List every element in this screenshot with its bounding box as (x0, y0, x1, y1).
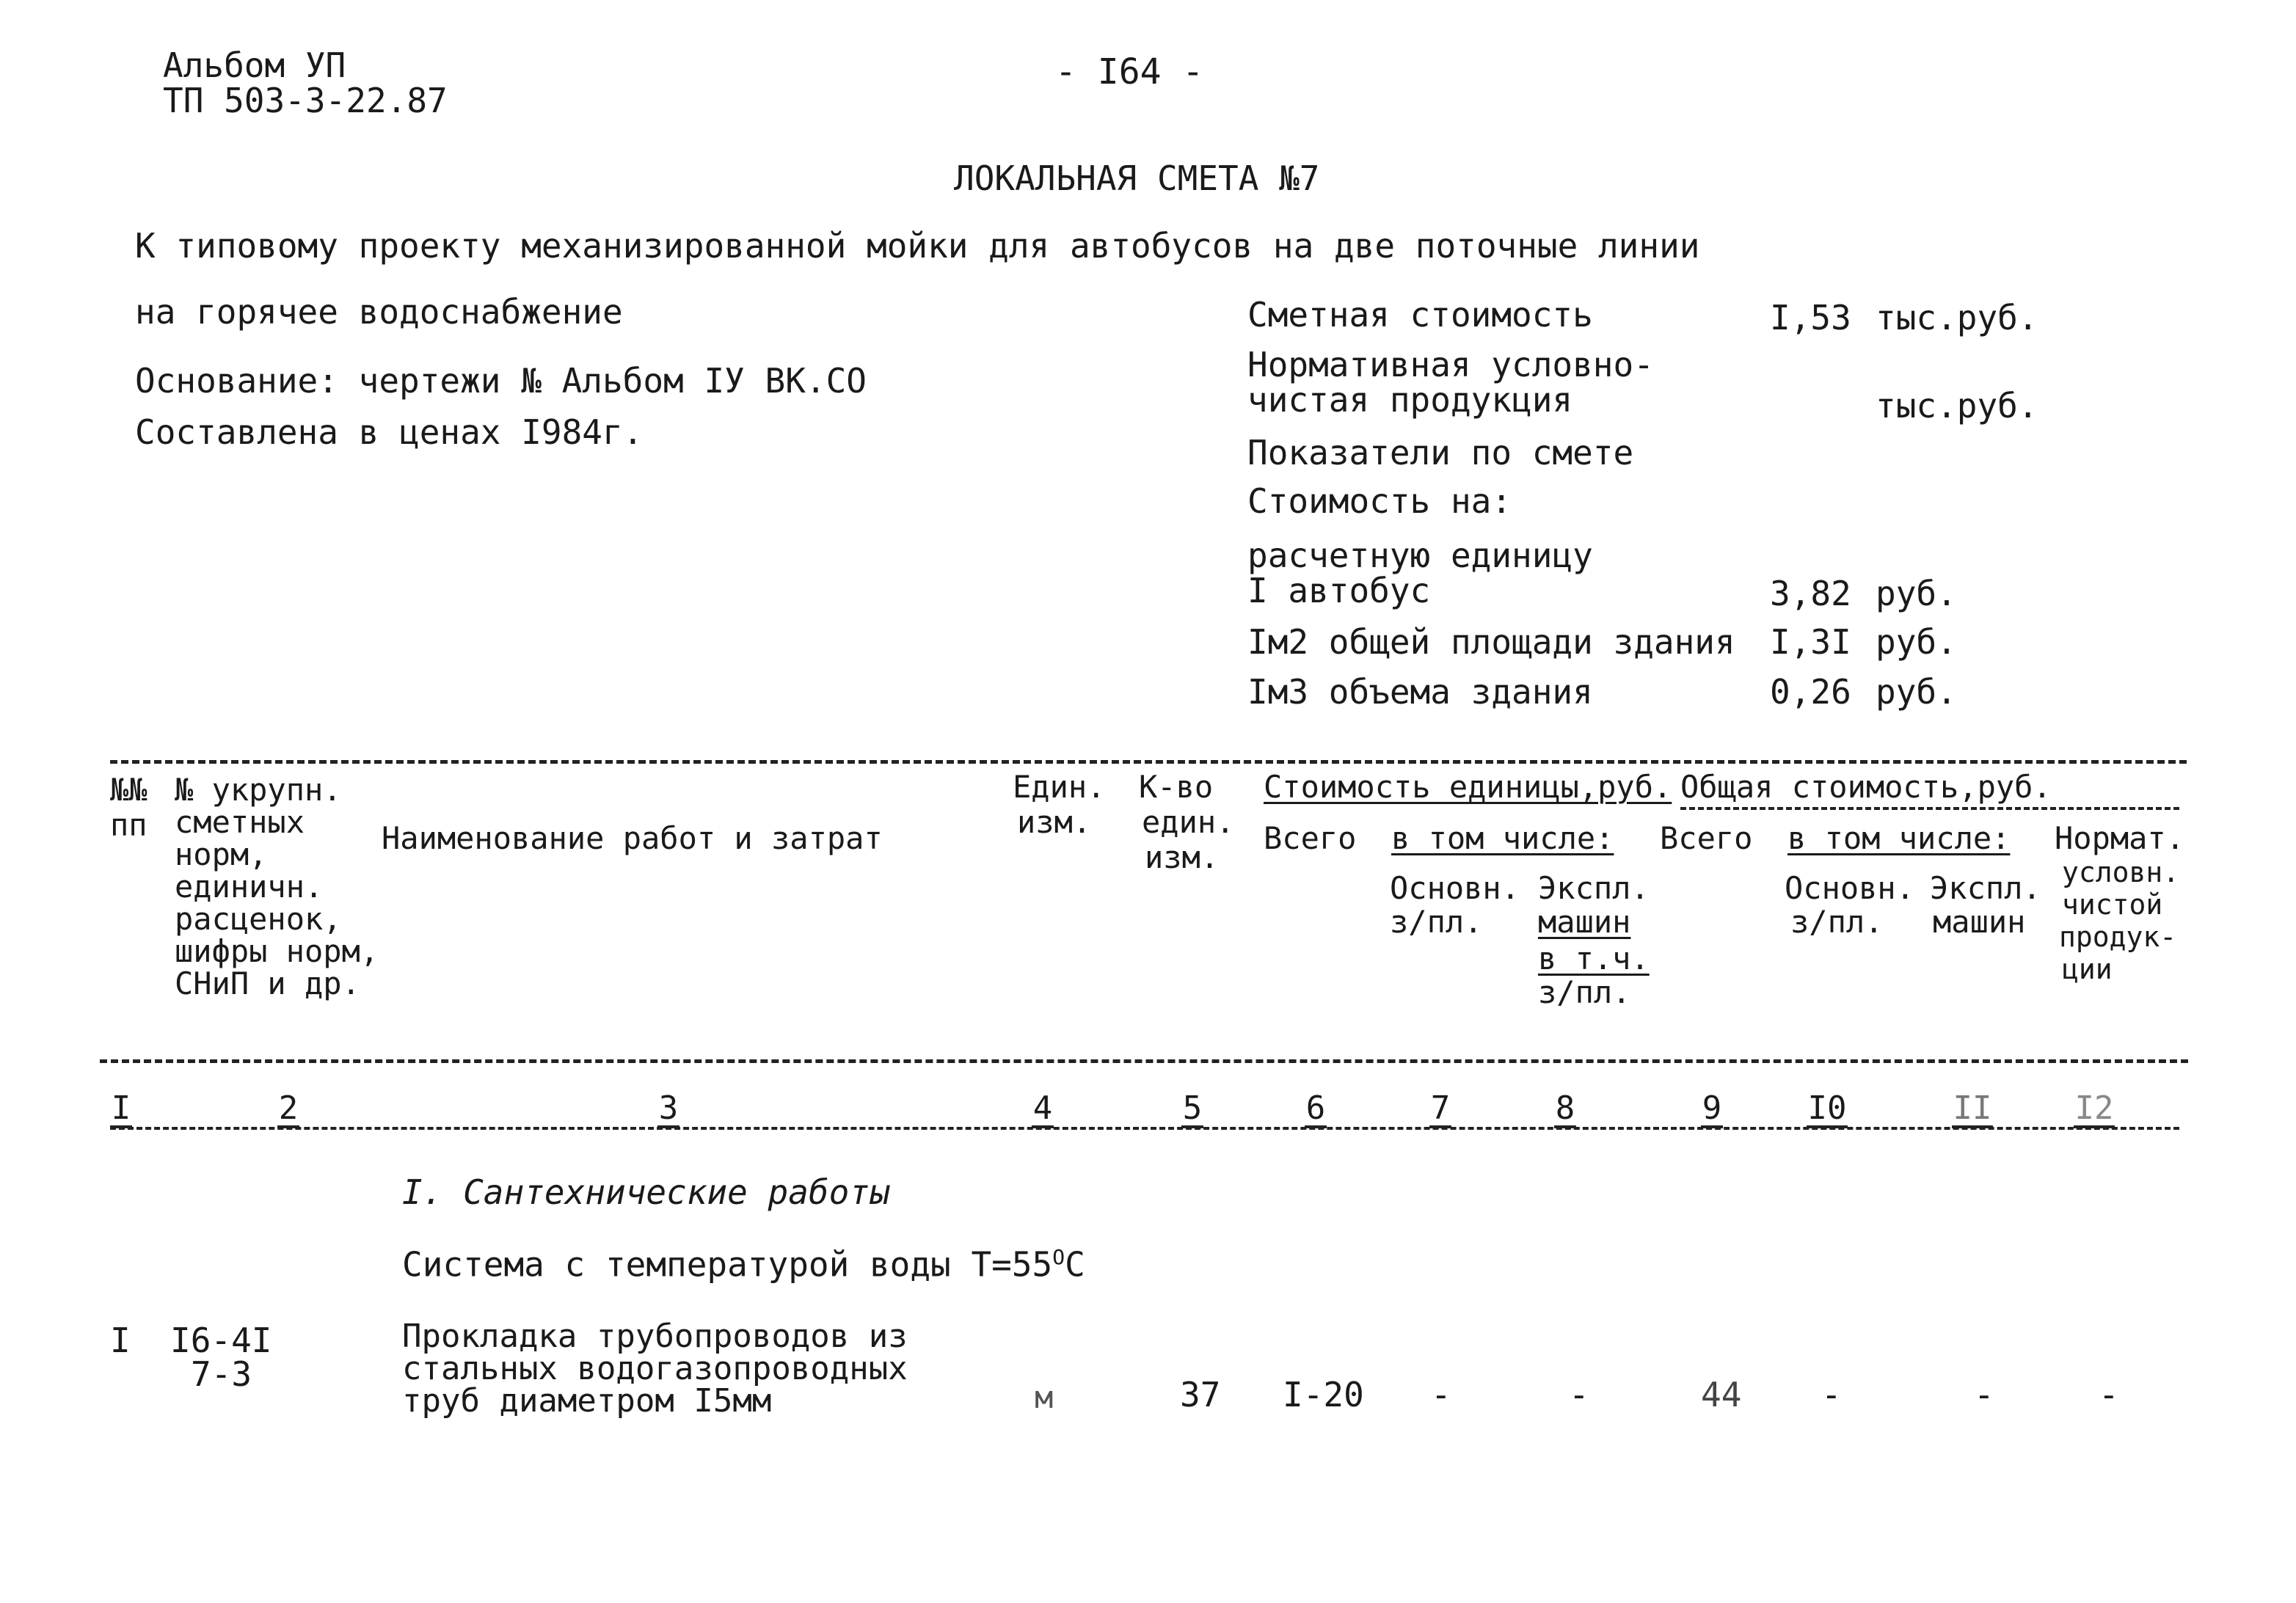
column-number: I (110, 1092, 132, 1128)
estimated-cost-label: Сметная стоимость (1247, 295, 1593, 335)
col4-header-line1: Един. (1013, 769, 1106, 805)
section-title: I. Сантехнические работы (402, 1172, 890, 1212)
basis-line: Основание: чертежи № Альбом IУ ВК.СО (135, 361, 867, 401)
column-number: 7 (1429, 1092, 1451, 1128)
row-code-line2: 7-3 (191, 1354, 252, 1394)
per-bus-label: I автобус (1247, 571, 1431, 610)
row-unit: м (1035, 1379, 1054, 1415)
normative-label-1: Нормативная условно- (1247, 345, 1654, 384)
per-bus-unit: руб. (1876, 574, 1957, 613)
system-label-text: Система с температурой воды Т=55 (402, 1244, 1053, 1285)
calc-unit-label: расчетную единицу (1247, 536, 1593, 575)
col5-header-line2: един. (1142, 804, 1235, 840)
per-m3-label: Iм3 объема здания (1247, 672, 1593, 712)
estimated-cost-unit: тыс.руб. (1876, 298, 2038, 337)
unit-incl-header: в том числе: (1391, 820, 1614, 856)
estimated-cost-value: I,53 (1770, 298, 1851, 337)
album-label: Альбом УП (163, 45, 346, 85)
total-cost-group-underline (1680, 807, 2179, 810)
row-unit-machines: - (1569, 1375, 1589, 1414)
indicators-label: Показатели по смете (1247, 433, 1634, 472)
unit-cost-group-header: Стоимость единицы,руб. (1264, 769, 1672, 805)
system-label (402, 1244, 1085, 1285)
subtitle-line-1: К типовому проекту механизированной мойки для автобусов на две поточные линии (135, 226, 1700, 266)
col2-header-line2: сметных (175, 804, 305, 840)
col2-header-line6: шифры норм, (175, 933, 379, 969)
col5-header-line1: К-во (1139, 769, 1214, 805)
row-name-line1: Прокладка трубопроводов из (402, 1318, 908, 1355)
normative-header-line2: условн. (2062, 856, 2180, 888)
col2-header-line5: расценок, (175, 901, 342, 937)
col1-header-line1: №№ (110, 772, 147, 808)
total-machines-header-line1: Экспл. (1930, 870, 2041, 906)
per-m2-value: I,3I (1770, 622, 1851, 662)
normative-unit: тыс.руб. (1876, 386, 2038, 426)
normative-header-line1: Нормат. (2055, 820, 2185, 856)
page-number: - I64 - (1055, 51, 1204, 92)
cost-for-label: Стоимость на: (1247, 481, 1512, 521)
row-quantity: 37 (1180, 1375, 1221, 1414)
total-incl-header: в том числе: (1787, 820, 2011, 856)
document-title: ЛОКАЛЬНАЯ СМЕТА №7 (954, 158, 1320, 198)
column-number: II (1952, 1092, 1993, 1128)
project-code: ТП 503-3-22.87 (163, 81, 448, 120)
prices-line: Составлена в ценах I984г. (135, 412, 644, 452)
row-normative: - (2099, 1375, 2119, 1414)
unit-machines-header-line1: Экспл. (1538, 870, 1650, 906)
col3-header: Наименование работ и затрат (382, 820, 883, 856)
row-name-line2: стальных водогазопроводных (402, 1350, 908, 1387)
unit-wage-header-line1: Основн. (1390, 870, 1520, 906)
per-m3-value: 0,26 (1770, 672, 1851, 712)
column-number: 8 (1554, 1092, 1576, 1128)
per-m3-unit: руб. (1876, 672, 1957, 712)
column-number: 3 (657, 1092, 679, 1128)
per-m2-label: Iм2 общей площади здания (1247, 622, 1735, 662)
total-wage-header-line1: Основн. (1785, 870, 1915, 906)
unit-wage-header-line2: з/пл. (1390, 904, 1483, 940)
col1-header-line2: пп (110, 807, 147, 843)
row-code-line1: I6-4I (170, 1321, 272, 1360)
row-number: I (110, 1321, 131, 1360)
col2-header-line7: СНиП и др. (175, 965, 360, 1001)
subtitle-line-2: на горячее водоснабжение (135, 292, 623, 332)
col2-header-line3: норм, (175, 836, 268, 872)
row-name-line3: труб диаметром I5мм (402, 1382, 772, 1420)
total-total-header: Всего (1660, 820, 1753, 856)
table-top-rule (110, 760, 2187, 764)
column-number: 4 (1032, 1092, 1054, 1128)
col2-header-line4: единичн. (175, 869, 324, 905)
normative-label-2: чистая продукция (1247, 380, 1573, 420)
total-machines-header-line2: машин (1933, 904, 2026, 940)
normative-header-line3: чистой (2062, 888, 2163, 921)
column-numbers-rule (110, 1127, 2179, 1130)
col4-header-line2: изм. (1017, 804, 1092, 840)
column-number: 9 (1701, 1092, 1723, 1128)
column-number: 2 (277, 1092, 299, 1128)
degree-sign: О (1052, 1245, 1065, 1269)
normative-header-line5: ции (2062, 953, 2113, 985)
row-unit-total: I-20 (1283, 1375, 1364, 1414)
system-label-suffix: С (1065, 1244, 1085, 1285)
unit-machines-header-line2: машин (1538, 904, 1631, 940)
column-number: 6 (1305, 1092, 1327, 1128)
column-number: I0 (1807, 1092, 1848, 1128)
col2-header-line1: № укрупн. (175, 772, 342, 808)
unit-machines-header-line3: в т.ч. (1538, 941, 1650, 976)
column-number: 5 (1181, 1092, 1203, 1128)
row-unit-wage: - (1431, 1375, 1451, 1414)
row-total-machines: - (1974, 1375, 1994, 1414)
row-total-wage: - (1821, 1375, 1842, 1414)
col5-header-line3: изм. (1145, 839, 1220, 875)
total-wage-header-line2: з/пл. (1790, 904, 1884, 940)
unit-total-header: Всего (1264, 820, 1357, 856)
table-header-bottom-rule (100, 1059, 2188, 1063)
unit-machines-header-line4: з/пл. (1538, 974, 1631, 1010)
normative-header-line4: продук- (2059, 921, 2177, 953)
total-cost-group-header: Общая стоимость,руб. (1680, 769, 2052, 805)
row-total: 44 (1701, 1375, 1742, 1414)
per-bus-value: 3,82 (1770, 574, 1851, 613)
column-number: I2 (2074, 1092, 2115, 1128)
per-m2-unit: руб. (1876, 622, 1957, 662)
